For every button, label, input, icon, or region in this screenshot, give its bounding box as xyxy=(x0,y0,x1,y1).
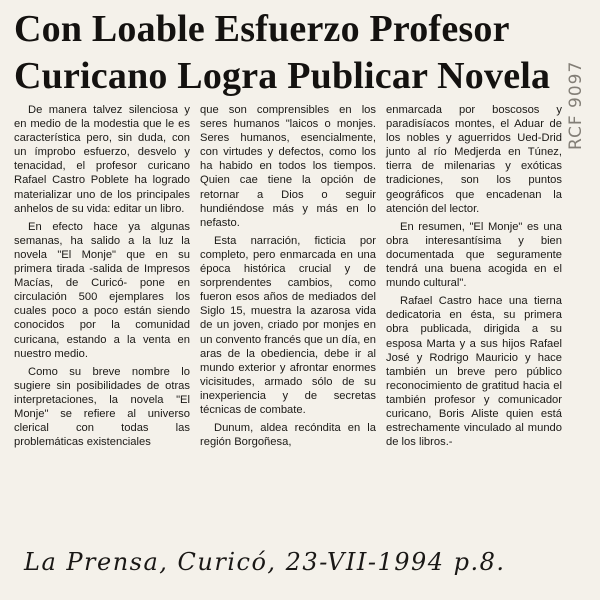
article-headline xyxy=(14,6,562,100)
paragraph: De manera talvez silenciosa y en medio de la modestia que le es característica pero, sin duda, con un ímprobo esfuerzo, desvelo y tenacidad, el profesor curicano Rafael Castro Poblete ha logrado materializar uno de los principales anhelos de su vida: editar un libro. xyxy=(14,104,190,215)
paragraph: En efecto hace ya algunas semanas, ha salido a la luz la novela "El Monje" que en su primera tirada -salida de Impresos Macías, de Curicó- pone en circulación 500 ejemplares los cuales poco a poco están siendo conocidos por la comunidad curicana, estando a la venta en nuestro medio. xyxy=(14,220,190,360)
headline-line-1: Con Loable Esfuerzo Profesor xyxy=(14,8,510,50)
article-column-2 xyxy=(200,103,376,453)
paragraph: Esta narración, ficticia por completo, pero enmarcada en una época histórica crucial y de sorprendentes cambios, como fueron esos años de mediados del Siglo 15, muestra la azarosa vida de un joven, criado por monjes en un convento francés que un día, en aras de la obediencia, debe ir al mundo exterior y afrontar enormes vicisitudes, armado sólo de su inexperiencia y de secretas técnicas de combate. xyxy=(200,234,376,416)
paragraph-continued: que son comprensibles en los seres humanos "laicos o monjes. Seres humanos, esencialmente, con virtudes y defectos, como los ha habido en todos los tiempos. Quien cae tiene la opción de retornar a Dios o seguir hundiéndose más y más en lo nefasto. xyxy=(200,104,376,229)
article-column-3 xyxy=(386,103,562,453)
margin-catalog-code: RCF 9097 xyxy=(566,60,586,150)
paragraph-continued: enmarcada por boscosos y paradisíacos montes, el Aduar de los nobles y aguerridos Ued-Drid junto al río Medjerda en Túnez, tierra de milenarias y exóticas tradiciones, son los puntos geográficos que encadenan la atención del lector. xyxy=(386,104,562,215)
article-column-1 xyxy=(14,103,190,453)
headline-line-2: Curicano Logra Publicar Novela xyxy=(14,55,551,97)
paragraph: Como su breve nombre lo sugiere sin posibilidades de otras interpretaciones, la novela "El Monje" se refiere al universo clerical con todas las problemáticas existenciales xyxy=(14,365,190,449)
paragraph: En resumen, "El Monje" es una obra interesantísima y bien documentada que seguramente tendrá una buena acogida en el mundo cultural". xyxy=(386,220,562,290)
paragraph: Rafael Castro hace una tierna dedicatoria en ésta, su primera obra publicada, dirigida a su esposa Marta y a sus hijos Rafael José y Rodrigo Mauricio y hace también un breve pero público reconocimiento de gratitud hacia el también profesor y comunicador curicano, Boris Aliste quien está estrechamente vinculado al mundo de los libros.- xyxy=(386,295,562,449)
paragraph: Dunum, aldea recóndita en la región Borgoñesa, xyxy=(200,422,376,449)
handwritten-source-note: La Prensa, Curicó, 23-VII-1994 p.8. xyxy=(24,548,506,576)
